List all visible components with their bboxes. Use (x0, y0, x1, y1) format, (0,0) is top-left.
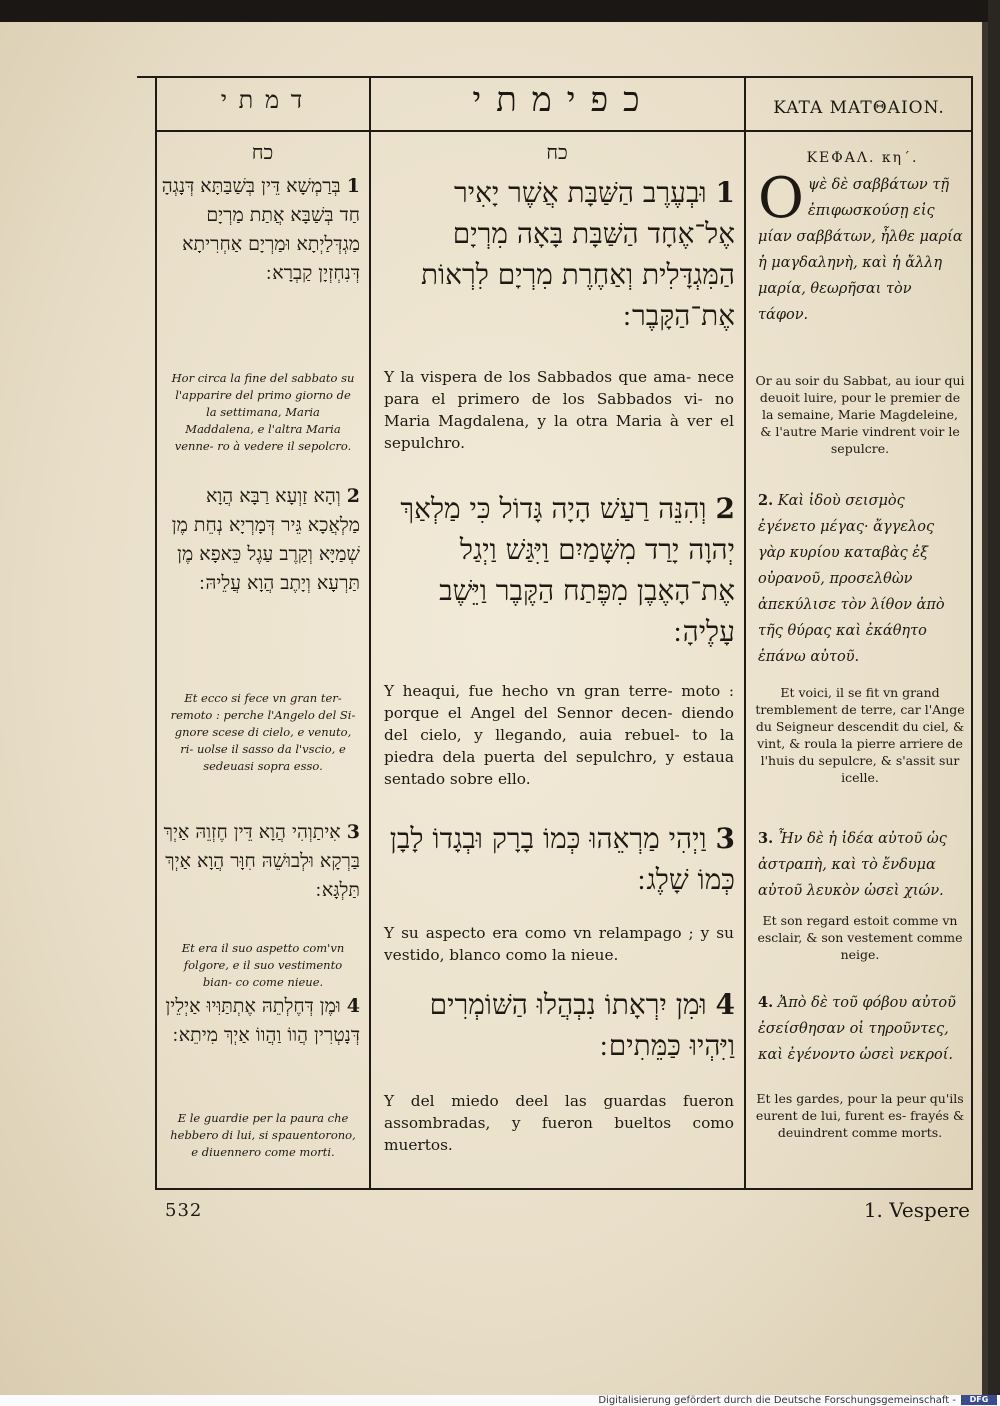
hebrew-column-title: כ פ י מ ת י (472, 80, 642, 120)
verse-number: 4 (715, 988, 735, 1021)
spanish-verse-4: Y del miedo deel las guardas fueron assombradas, y fueron bueltos como muertos. (384, 1092, 734, 1154)
italian-verse-1: Hor circa la fine del sabbato su l'apparire del primo giorno de la settimana, Maria Maddalena, e l'altra Maria venne- ro à vedere il sepolcro. (171, 371, 355, 453)
verse-text: Καὶ ἰδοὺ σεισμὸς ἐγένετο μέγας· ἄγγελος γὰρ κυρίου καταβὰς ἐξ οὐρανοῦ, προσελθὼν ἀπεκύλισε τὸν λίθον ἀπὸ τῆς θύρας καὶ ἐκάθητο ἐπάνω αὐτοῦ. (758, 493, 945, 665)
top-rule (137, 76, 973, 78)
verse-text: וַיְהִי מַרְאֵהוּ כְּמוֹ בָרָק וּבְגָדוֹ לָבָן כְּמוֹ שָׁלֶג ׃ (389, 822, 735, 896)
verse-text: אִיתַוְהִי הֲוָא דֵּין חֶזְוֵהּ אַיְךְ בַּרְקָא וּלְבוּשֵׁהּ חִוָּר הֲוָא אַיְךְ תַּלְגָּא ׃ (163, 821, 360, 901)
verse-number: 2. (758, 492, 774, 509)
italian-verse-4: E le guardie per la paura che hebbero di lui, si spauentorono, e diuennero come morti. (170, 1111, 356, 1159)
edge-shadow (982, 22, 988, 1395)
verse-number: 1 (346, 175, 360, 197)
catchword: 1. Vespere (863, 1198, 970, 1222)
verse-text: וּמִן יִרְאָתוֹ נִבְהֲלוּ הַשּׁוֹמְרִים וַיִּהְיוּ כַּמֵּתִים ׃ (429, 988, 735, 1062)
hebrew-verse-1 (382, 172, 735, 336)
french-verse-4: Et les gardes, pour la peur qu'ils eurent de lui, furent es- frayés & deuindrent comme morts. (755, 1091, 965, 1140)
greek-column-title: KATA MATΘAION. (773, 98, 945, 118)
italian-verse-3: Et era il suo aspetto com'vn folgore, e il suo vestimento bian- co come nieue. (181, 941, 345, 989)
verse-number: 4 (346, 995, 360, 1017)
aramaic-chapter-label: כח (251, 140, 274, 164)
verse-text: Ἀπὸ δὲ τοῦ φόβου αὐτοῦ ἐσείσθησαν οἱ τηροῦντες, καὶ ἐγένοντο ὡσεὶ νεκροί. (758, 995, 956, 1063)
greek-verse-1 (758, 166, 963, 328)
verse-number: 2 (715, 492, 735, 525)
verse-number: 1 (715, 176, 735, 209)
verse-number: 3. (758, 830, 774, 847)
column-rule-2 (744, 76, 746, 1190)
hebrew-verse-4 (382, 984, 735, 1066)
verse-text: בְּרַמְשָׁא דֵּין בְּשַׁבַּתָּא דְּנָגְהָ חַד בְּשַׁבָּא אֲתַת מַרְיָם מַגְדְּלַיְתָא וּמַרְיָם אַחְרִיתָא דְּנִחְזְיָן קַבְרָא ׃ (161, 175, 360, 284)
column-rule-1 (369, 76, 371, 1190)
verse-number: 3 (715, 822, 735, 855)
aramaic-verse-2 (160, 482, 360, 598)
left-frame (155, 76, 157, 1190)
verse-text: וּבְעֶרֶב הַשַּׁבָּת אֲשֶׁר יָאִיר אֶל־אֶחָד הַשַּׁבָּת בָּאָה מִרְיָם הַמִּגְדָּלִית וְאַחֶרֶת מִרְיָם לִרְאוֹת אֶת־הַקָּבֶר ׃ (420, 176, 735, 332)
spanish-verse-3: Y su aspecto era como vn relampago ; y su vestido, blanco como la nieue. (384, 924, 734, 964)
page-number: 532 (165, 1200, 203, 1221)
french-verse-1: Or au soir du Sabbat, au iour qui deuoit luire, pour le premier de la semaine, Marie Magdeleine, & l'autre Marie vindrent voir le sepulcre. (755, 373, 965, 456)
spanish-verse-1: Y la vispera de los Sabbados que ama- nece para el primero de los Sabbados vi- no Maria Magdalena, y la otra Maria à ver el sepulchro. (384, 368, 734, 452)
verse-text: וּמֶן דְּחֶלְתֵהּ אֶתְתַּוִּיוּ אַיְלֵין דְּנָטְרִין הֲווֹ וַהֲווֹ אַיְךְ מִיתֵא ׃ (165, 995, 360, 1046)
verse-text: וְהִנֵּה רַעַשׁ הָיָה גָּדוֹל כִּי מַלְאַךְ יְהוָה יָרַד מִשָּׁמַיִם וַיִּגַּשׁ וַיְגַל אֶת־הָאֶבֶן מִפֶּתַח הַקֶּבֶר וַיֵּשֶׁב עָלֶיהָ ׃ (400, 492, 735, 648)
aramaic-verse-1 (160, 172, 360, 288)
verse-number: 2 (346, 485, 360, 507)
verse-number: 4. (758, 994, 774, 1011)
hebrew-verse-2 (382, 488, 735, 652)
hebrew-verse-3 (382, 818, 735, 900)
dfg-logo: DFG (961, 1395, 997, 1405)
french-verse-3: Et son regard estoit comme vn esclair, & son vestement comme neige. (757, 913, 963, 962)
drop-capital: O (758, 166, 804, 231)
digitization-credit: Digitalisierung gefördert durch die Deutsche Forschungsgemeinschaft - (598, 1395, 956, 1406)
right-frame (971, 76, 973, 1190)
greek-verse-4 (758, 990, 963, 1068)
header-rule (155, 130, 973, 132)
greek-chapter-label: ΚΕΦΑΛ. κη΄. (806, 150, 919, 166)
verse-text: וְהָא זַוְעָא רַבָּא הֲוָא מַלְאֲכָא גֵּיר דְּמָרְיָא נְחֵת מֶן שְׁמַיָּא וְקַרֶב עַגֶל כֵּאפָא מֶן תַּרְעָא וְיָתֶב הֲוָא עֲלֵיהּ ׃ (171, 485, 360, 594)
scan-top-edge (0, 0, 988, 22)
verse-number: 3 (346, 821, 360, 843)
hebrew-chapter-label: כח (546, 140, 568, 164)
greek-verse-3 (758, 826, 963, 904)
aramaic-verse-3 (160, 818, 360, 905)
greek-verse-2 (758, 488, 963, 670)
french-verse-2: Et voici, il se fit vn grand tremblement de terre, car l'Ange du Seigneur descendit du ciel, & vint, & roula la pierre arriere de l'huis du sepulcre, & s'assit sur icelle. (755, 685, 965, 785)
verse-text: Ἦν δὲ ἡ ἰδέα αὐτοῦ ὡς ἀστραπὴ, καὶ τὸ ἔνδυμα αὐτοῦ λευκὸν ὡσεὶ χιών. (758, 831, 947, 899)
italian-verse-2: Et ecco si fece vn gran ter- remoto : perche l'Angelo del Si- gnore scese di cielo, e venuto, ri- uolse il sasso da l'vscio, e sedeuasi sopra esso. (170, 691, 356, 773)
spanish-verse-2: Y heaqui, fue hecho vn gran terre- moto : porque el Angel del Sennor decen- diendo del cielo, y llegando, auia rebuel- to la piedra dela puerta del sepulchro, y estaua sentado sobre ello. (384, 682, 734, 788)
bottom-rule (155, 1188, 973, 1190)
aramaic-column-title: ד מ ת י (220, 86, 305, 114)
digitization-credit-bar (0, 1395, 1000, 1406)
verse-text: ψὲ δὲ σαββάτων τῇ ἐπιφωσκούσῃ εἰς μίαν σαββάτων, ἦλθε μαρία ἡ μαγδαληνὴ, καὶ ἡ ἄλλη μαρία, θεωρῆσαι τὸν τάφον. (758, 177, 963, 323)
aramaic-verse-4 (160, 992, 360, 1050)
